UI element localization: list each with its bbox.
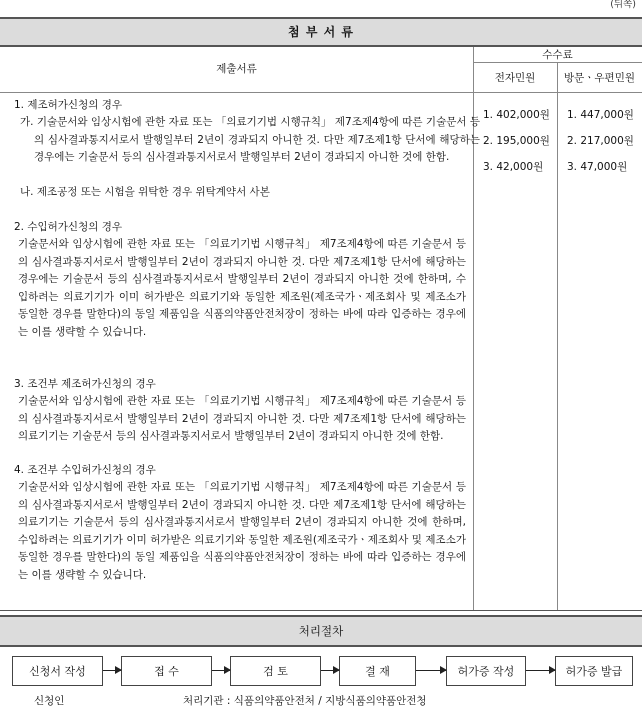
visit-fee-header: 방문ㆍ우편민원 <box>563 72 635 84</box>
header-bottom-divider <box>0 92 642 93</box>
step-issue-permit: 허가증 발급 <box>555 656 633 686</box>
flow-arrow-icon <box>416 670 446 671</box>
electronic-fee-header: 전자민원 <box>494 72 536 84</box>
item-1a-text: 가. 기술문서와 임상시험에 관한 자료 또는 「의료기기법 시행규칙」 제7조제4항에 따른 기술문서 등의 심사결과통지서로서 발행일부터 2년이 경과되지 아니한 것. 다만 제7조제1항 단서에 해당하는 경우에는 기술문서 등의 심사결과통지서로서 발행일부터 2년이 경과되지 아니한 것에 한함. <box>20 116 480 164</box>
item-1-title: 1. 제조허가신청의 경우 <box>14 99 122 111</box>
step-approval: 결 재 <box>339 656 416 686</box>
fee-column-divider <box>557 62 558 610</box>
step-write-permit: 허가증 작성 <box>446 656 526 686</box>
visit-fee-3: 3. 47,000원 <box>567 161 628 173</box>
step-receipt: 접 수 <box>121 656 212 686</box>
flow-arrow-icon <box>212 670 230 671</box>
electronic-fee-2: 2. 195,000원 <box>483 135 550 147</box>
step-review: 검 토 <box>230 656 321 686</box>
item-1b-text: 나. 제조공정 또는 시험을 위탁한 경우 위탁계약서 사본 <box>20 186 270 198</box>
attachments-section-title: 첨 부 서 류 <box>0 17 642 47</box>
flow-arrow-icon <box>321 670 339 671</box>
item-2-text: 기술문서와 임상시험에 관한 자료 또는 「의료기기법 시행규칙」 제7조제4항에 따른 기술문서 등의 심사결과통지서로서 발행일부터 2년이 경과되지 아니한 것. 다만 제7조제1항 단서에 해당하는 경우에는 기술문서 등의 심사결과통지서로서 발행일부터 2년이 경과되지 아니한 것에 한하며, 수입하려는 의료기기가 이미 허가받은 의료기기와 동일한 제조원(제조국가ㆍ제조회사 및 제조소가 동일한 경우를 말한다)의 동일 제품임을 식품의약품안전처장이 정하는 바에 따라 입증하는 경우에는 이를 생략할 수 있습니다. <box>18 238 466 338</box>
table-bottom-border <box>0 610 642 611</box>
visit-fee-2: 2. 217,000원 <box>567 135 634 147</box>
item-4-text: 기술문서와 임상시험에 관한 자료 또는 「의료기기법 시행규칙」 제7조제4항에 따른 기술문서 등의 심사결과통지서로서 발행일부터 2년이 경과되지 아니한 것. 다만 제7조제1항 단서에 해당하는 의료기기는 기술문서 등의 심사결과통지서로서 발행일부터 2년이 경과되지 아니한 것에 한하며, 수입하려는 의료기기가 이미 허가받은 의료기기와 동일한 제조원(제조국가ㆍ제조회사 및 제조소가 동일한 경우를 말한다)의 동일 제품임을 식품의약품안전처장이 정하는 바에 따라 입증하는 경우에는 이를 생략할 수 있습니다. <box>18 481 466 581</box>
electronic-fee-1: 1. 402,000원 <box>483 109 550 121</box>
item-4-title: 4. 조건부 수입허가신청의 경우 <box>14 464 156 476</box>
back-side-note: (뒤쪽) <box>610 0 636 10</box>
submitted-documents-header: 제출서류 <box>216 63 257 75</box>
processing-agency-label: 처리기관 : 식품의약품안전처 / 지방식품의약품안전청 <box>183 695 427 707</box>
electronic-fee-3: 3. 42,000원 <box>483 161 544 173</box>
flow-arrow-icon <box>526 670 555 671</box>
fee-header: 수수료 <box>542 49 573 61</box>
applicant-label: 신청인 <box>34 695 65 707</box>
visit-fee-1: 1. 447,000원 <box>567 109 634 121</box>
step-write-application: 신청서 작성 <box>12 656 103 686</box>
flow-arrow-icon <box>103 670 121 671</box>
item-3-text: 기술문서와 임상시험에 관한 자료 또는 「의료기기법 시행규칙」 제7조제4항에 따른 기술문서 등의 심사결과통지서로서 발행일부터 2년이 경과되지 아니한 것. 다만 제7조제1항 단서에 해당하는 의료기기는 기술문서 등의 심사결과통지서로서 발행일부터 2년이 경과되지 아니한 것에 한함. <box>18 395 466 443</box>
item-3-title: 3. 조건부 제조허가신청의 경우 <box>14 378 156 390</box>
processing-procedure-title: 처리절차 <box>0 615 642 647</box>
item-2-title: 2. 수입허가신청의 경우 <box>14 221 122 233</box>
